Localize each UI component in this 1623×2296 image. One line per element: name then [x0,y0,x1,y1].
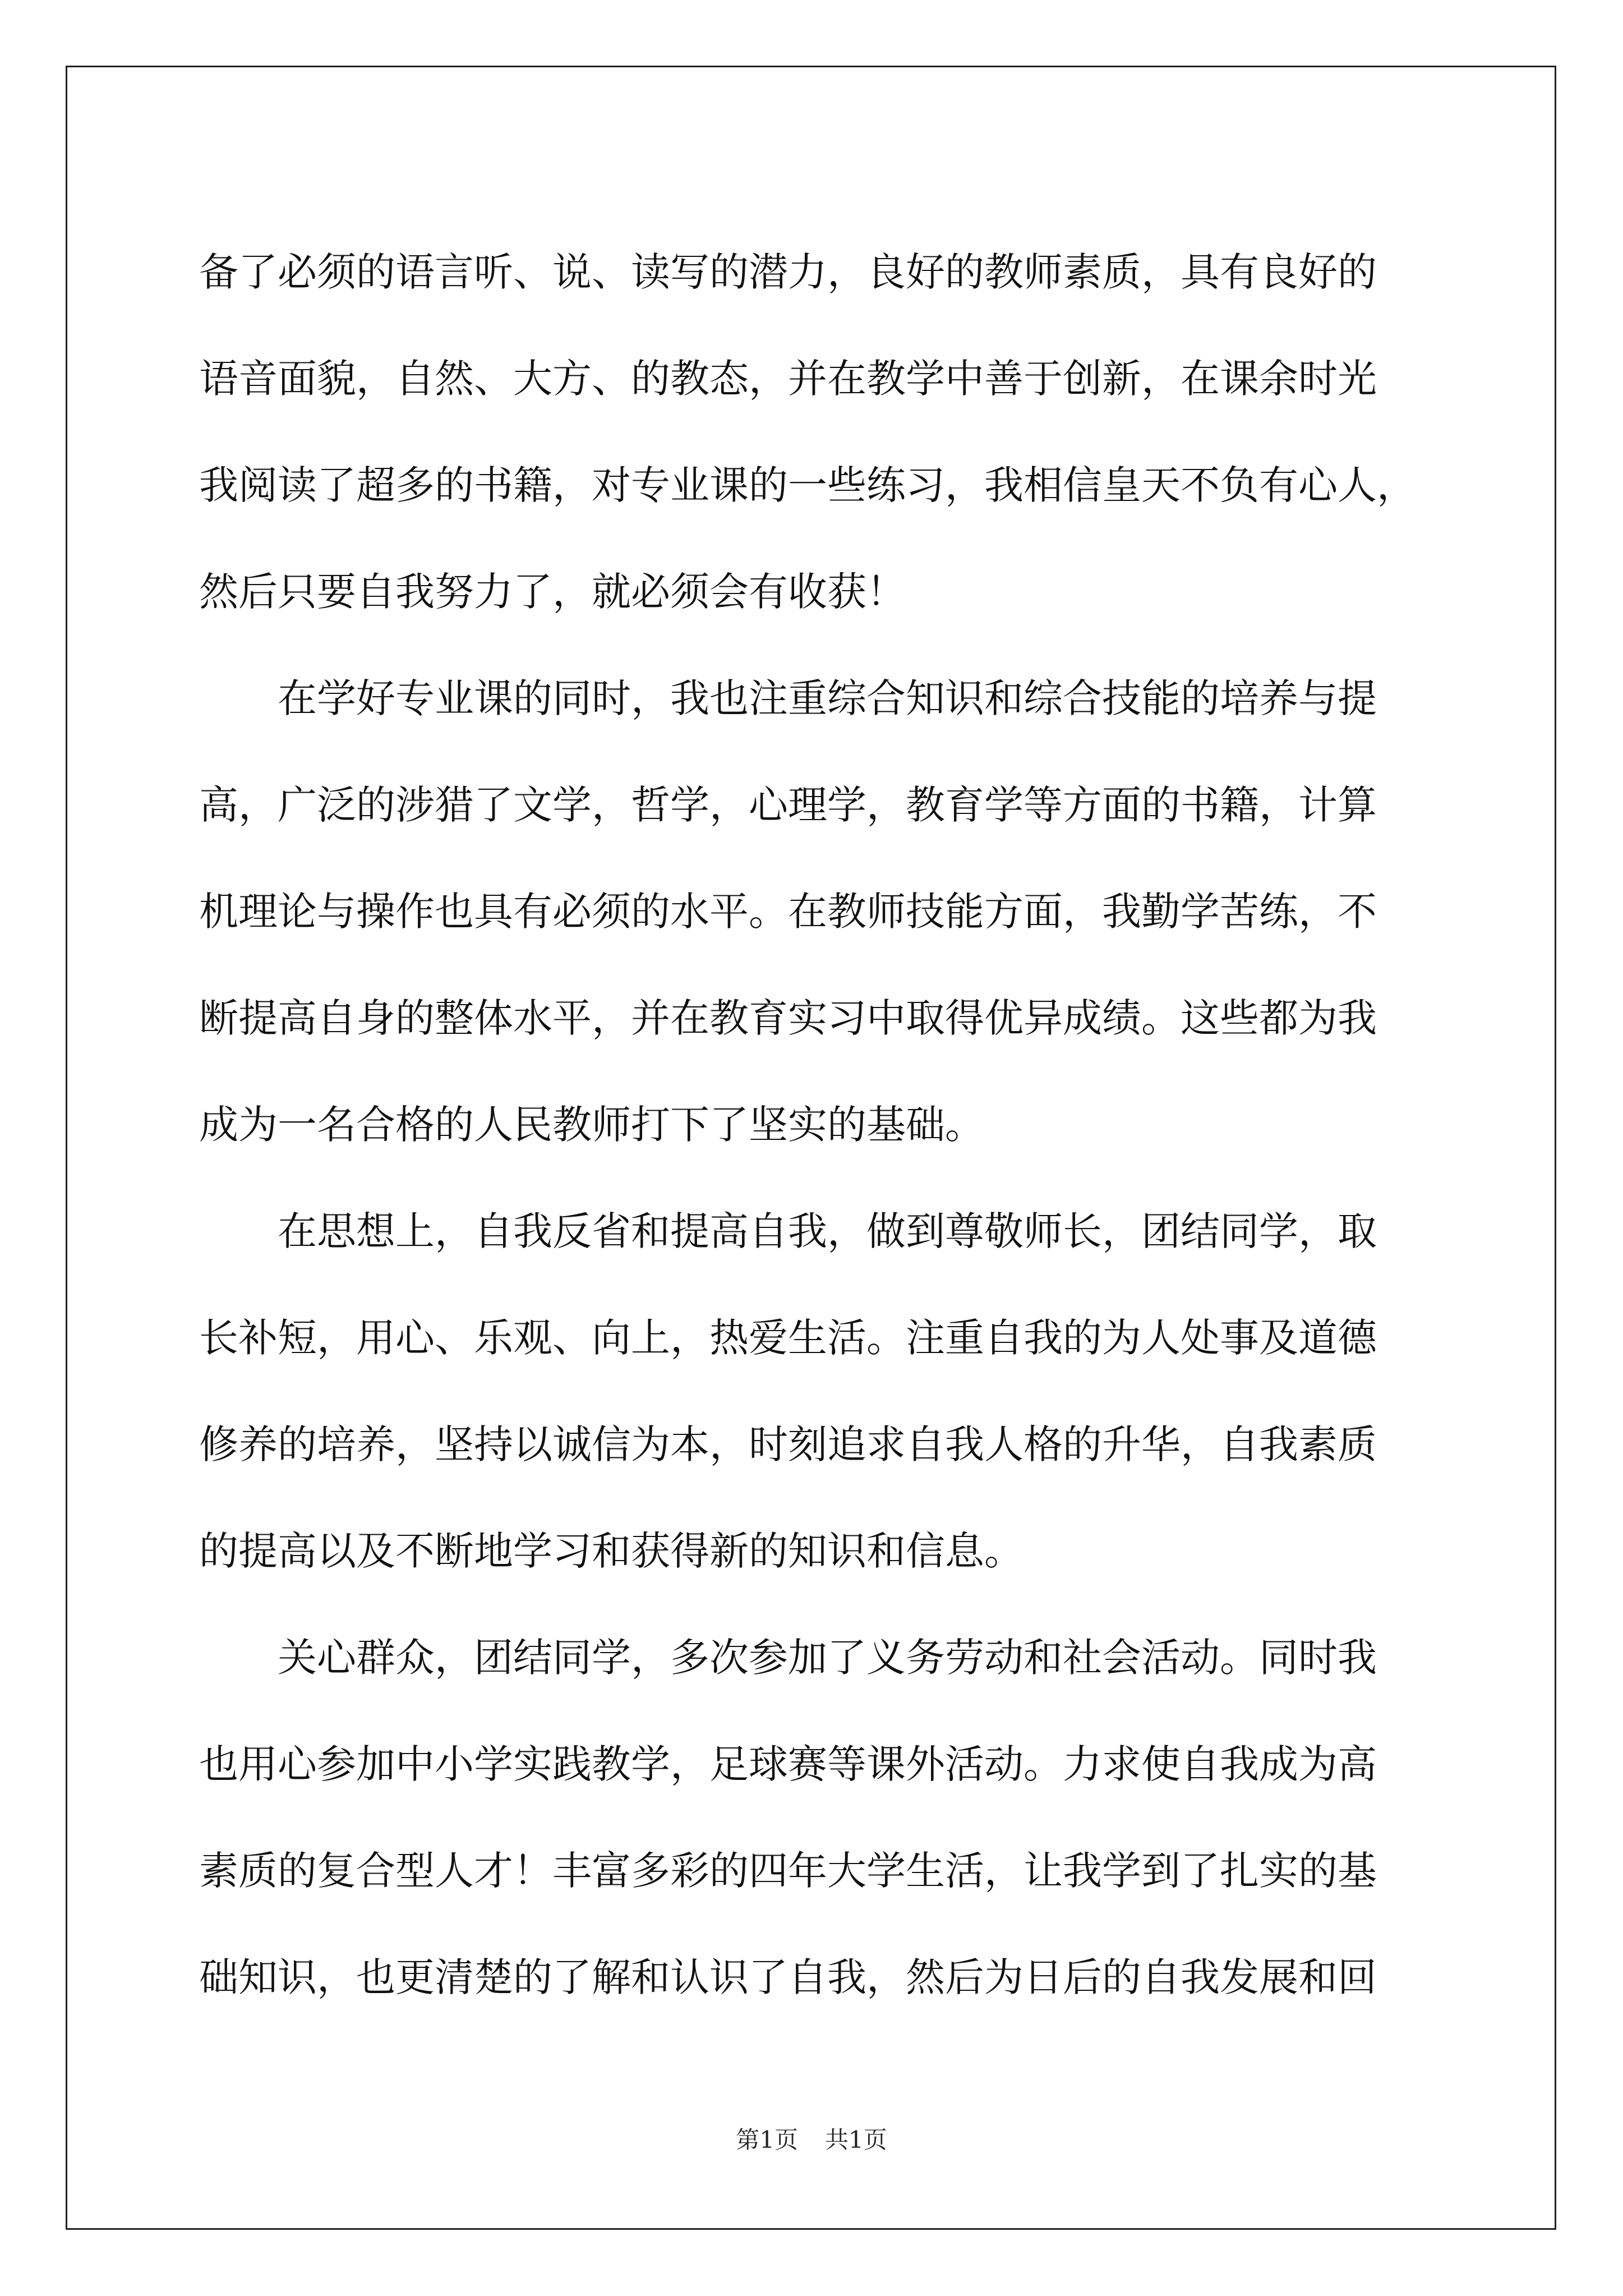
text-line: 的提高以及不断地学习和获得新的知识和信息。 [199,1528,1023,1574]
page-number-total: 共1页 [825,2126,887,2154]
text-line: 在思想上，自我反省和提高自我，做到尊敬师长，团结同学，取 [199,1208,1377,1254]
text-line: 高，广泛的涉猎了文学，哲学，心理学，教育学等方面的书籍，计算 [199,782,1377,828]
text-line: 也用心参加中小学实践教学，足球赛等课外活动。力求使自我成为高 [199,1741,1377,1787]
text-line: 语音面貌，自然、大方、的教态，并在教学中善于创新，在课余时光 [199,356,1377,402]
document-body [199,219,1422,2031]
page-number-current: 第1页 [736,2126,798,2154]
text-line: 素质的复合型人才！丰富多彩的四年大学生活，让我学到了扎实的基 [199,1848,1377,1894]
text-line: 础知识，也更清楚的了解和认识了自我，然后为日后的自我发展和回 [199,1954,1377,2000]
text-line: 断提高自身的整体水平，并在教育实习中取得优异成绩。这些都为我 [199,995,1377,1041]
text-line: 修养的培养，坚持以诚信为本，时刻追求自我人格的升华，自我素质 [199,1421,1377,1467]
text-line: 在学好专业课的同时，我也注重综合知识和综合技能的培养与提 [199,675,1377,721]
text-line: 关心群众，团结同学，多次参加了义务劳动和社会活动。同时我 [199,1635,1377,1681]
page-footer [0,2123,1623,2157]
text-line: 备了必须的语言听、说、读写的潜力，良好的教师素质，具有良好的 [199,249,1377,295]
text-line: 机理论与操作也具有必须的水平。在教师技能方面，我勤学苦练，不 [199,889,1377,935]
text-line: 我阅读了超多的书籍，对专业课的一些练习，我相信皇天不负有心人， [199,462,1416,508]
text-line: 然后只要自我努力了，就必须会有收获！ [199,569,906,615]
text-line: 长补短，用心、乐观、向上，热爱生活。注重自我的为人处事及道德 [199,1315,1377,1361]
text-line: 成为一名合格的人民教师打下了坚实的基础。 [199,1102,984,1148]
